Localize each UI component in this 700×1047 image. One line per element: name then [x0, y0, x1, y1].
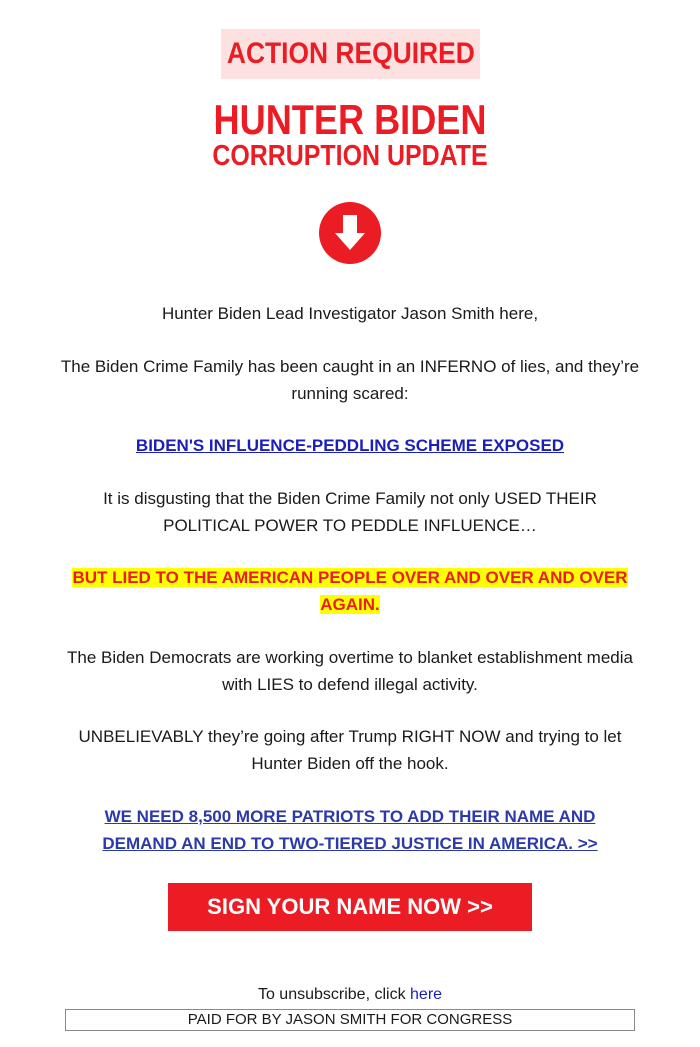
paragraph-unbelievably: UNBELIEVABLY they’re going after Trump RIGHT NOW and trying to let Hunter Biden off the hook.: [78, 727, 622, 773]
headline-line-2: CORRUPTION UPDATE: [212, 140, 488, 172]
scheme-exposed-paragraph: [60, 432, 640, 459]
sign-name-button[interactable]: SIGN YOUR NAME NOW >>: [168, 883, 532, 931]
paragraph-disgusting: It is disgusting that the Biden Crime Family not only USED THEIR POLITICAL POWER TO PEDDLE INFLUENCE…: [103, 489, 597, 535]
action-required-text: ACTION REQUIRED: [226, 37, 475, 70]
unsubscribe-link[interactable]: here: [410, 986, 443, 1003]
action-required-badge: [221, 29, 480, 79]
patriots-paragraph: [70, 803, 630, 857]
unsubscribe-line: [0, 985, 700, 1005]
paragraph-inferno: The Biden Crime Family has been caught in an INFERNO of lies, and they’re running scared:: [60, 357, 640, 403]
greeting-text: Hunter Biden Lead Investigator Jason Smith here,: [161, 304, 539, 323]
patriots-link[interactable]: WE NEED 8,500 MORE PATRIOTS TO ADD THEIR NAME AND DEMAND AN END TO TWO-TIERED JUSTICE IN AMERICA. >>: [102, 807, 598, 853]
paid-for-disclaimer: PAID FOR BY JASON SMITH FOR CONGRESS: [65, 1009, 635, 1031]
scheme-exposed-link[interactable]: BIDEN'S INFLUENCE-PEDDLING SCHEME EXPOSED: [135, 436, 565, 455]
highlight-paragraph: [70, 564, 630, 618]
unsubscribe-prefix: To unsubscribe, click: [257, 986, 411, 1003]
paragraph-democrats: The Biden Democrats are working overtime to blanket establishment media with LIES to defend illegal activity.: [67, 648, 633, 694]
arrow-down-circle-icon: [319, 202, 381, 264]
highlight-text: BUT LIED TO THE AMERICAN PEOPLE OVER AND OVER AND OVER AGAIN.: [72, 568, 628, 614]
headline-line-1: HUNTER BIDEN: [213, 96, 487, 143]
